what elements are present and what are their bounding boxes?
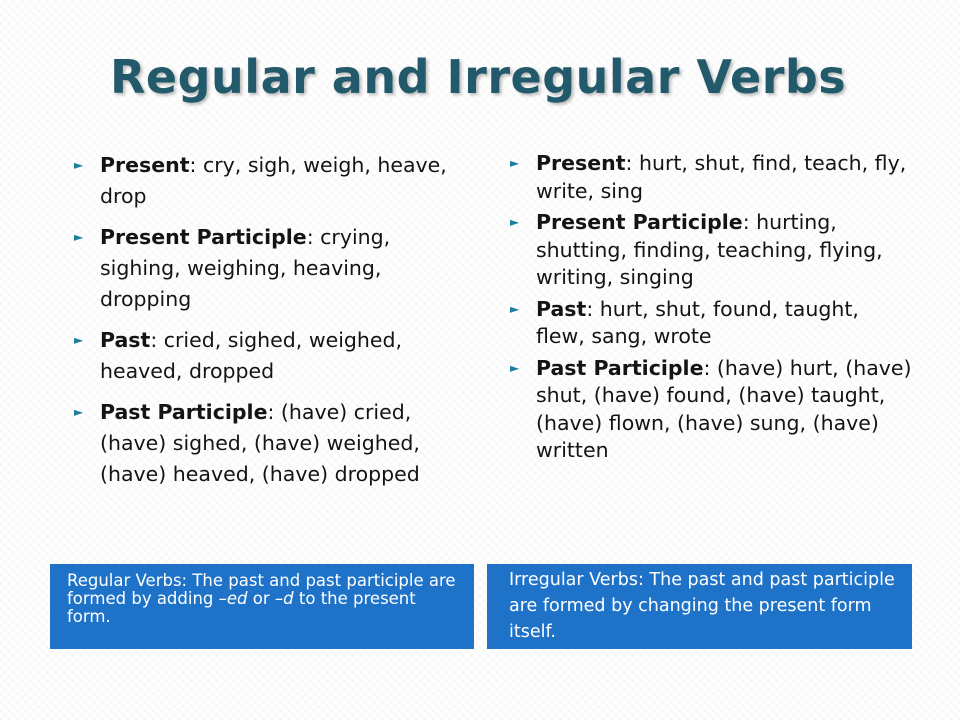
regular-past-participle-term: Past Participle [100,400,268,424]
irregular-past-participle-text: : (have) hurt, (have) shut, (have) found, (have) taught, (have) flown, (have) sung, (have) written [536,355,912,462]
regular-verbs-list [66,150,461,500]
irregular-present-term: Present [536,151,626,175]
irregular-present-participle-text: : hurting, shutting, finding, teaching, flying, writing, singing [536,210,883,289]
regular-past-participle-item [66,397,461,490]
bullet-arrow-icon: ► [510,215,520,229]
regular-present-text: : cry, sigh, weigh, heave, drop [100,153,447,208]
regular-past-item [66,325,461,387]
regular-caption-suffix-d: –d [274,589,294,608]
irregular-present-participle-term: Present Participle [536,210,743,234]
irregular-present-item [502,150,914,205]
irregular-caption-text: Irregular Verbs: The past and past participle are formed by changing the present form itself. [509,570,895,642]
regular-caption-connector: or [247,589,275,608]
irregular-past-participle-term: Past Participle [536,355,704,380]
regular-caption-suffix-ed: –ed [218,589,248,608]
regular-verbs-caption [50,564,474,649]
regular-caption-ending: to the present form. [67,589,416,626]
regular-present-participle-item [66,222,461,315]
irregular-present-text: : hurt, shut, find, teach, fly, write, sing [536,151,907,203]
irregular-past-text: : hurt, shut, found, taught, flew, sang, wrote [536,296,859,348]
bullet-arrow-icon: ► [74,230,84,244]
irregular-past-item [502,296,914,351]
regular-past-participle-text: : (have) cried, (have) sighed, (have) weighed, (have) heaved, (have) dropped [100,400,420,486]
regular-present-item [66,150,461,212]
slide-title: Regular and Irregular Verbs [110,50,847,104]
bullet-arrow-icon: ► [510,156,520,170]
regular-present-participle-term: Present Participle [100,225,307,249]
regular-present-term: Present [100,153,190,177]
bullet-arrow-icon: ► [510,360,520,375]
bullet-arrow-icon: ► [74,158,84,172]
irregular-past-participle-item [502,355,914,465]
irregular-past-term: Past [536,296,587,321]
irregular-verbs-caption [487,564,912,649]
irregular-present-participle-item [502,209,914,292]
bullet-arrow-icon: ► [74,405,84,419]
regular-caption-text: Regular Verbs: The past and past participle are formed by adding [67,571,456,608]
regular-present-participle-text: : crying, sighing, weighing, heaving, dropping [100,225,391,311]
regular-past-text: : cried, sighed, weighed, heaved, dropped [100,328,403,383]
regular-past-term: Past [100,328,151,352]
irregular-verbs-list [502,150,914,469]
bullet-arrow-icon: ► [74,333,84,347]
bullet-arrow-icon: ► [510,301,520,316]
